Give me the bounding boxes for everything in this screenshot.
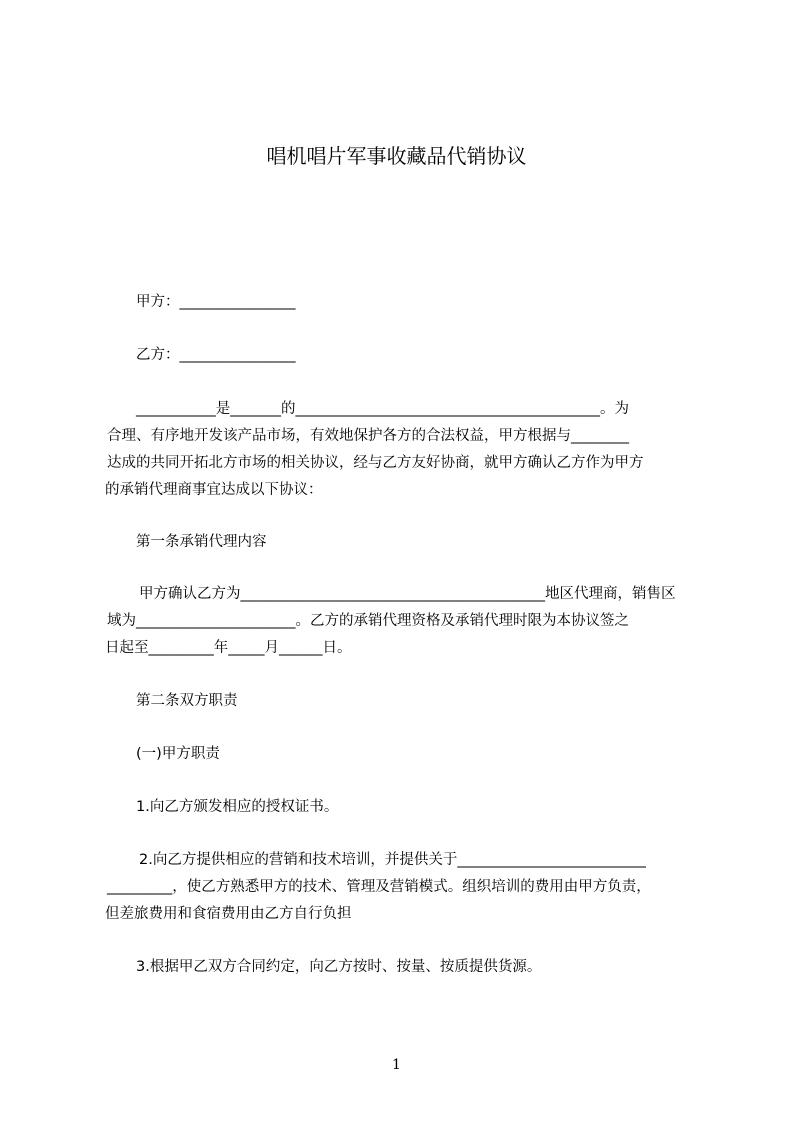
- article-two-heading: 第二条双方职责: [136, 693, 238, 709]
- page-number: 1: [392, 1057, 401, 1073]
- document-title: 唱机唱片军事收藏品代销协议: [266, 144, 527, 168]
- intro-paragraph-line: 合理、有序地开发该产品市场，有效地保护各方的合法权益，甲方根据与________: [107, 428, 629, 444]
- article-one-paragraph-line: 甲方确认乙方为__________________________________________地区代理商，销售区: [139, 586, 676, 602]
- duty-item-2-line: _________，使乙方熟悉甲方的技术、管理及营销模式。组织培训的费用由甲方负责，: [107, 879, 651, 895]
- article-one-heading: 第一条承销代理内容: [136, 534, 267, 550]
- article-one-paragraph-line: 日起至_________年_____月______日。: [105, 640, 352, 656]
- duty-item-3: 3.根据甲乙双方合同约定，向乙方按时、按量、按质提供货源。: [136, 959, 542, 975]
- party-a-line: 甲方：________________: [136, 294, 296, 310]
- duty-item-2-line: 但差旅费用和食宿费用由乙方自行负担: [105, 906, 352, 922]
- intro-paragraph-line: ___________是_______的__________________________________________。为: [136, 401, 629, 417]
- intro-paragraph-line: 达成的共同开拓北方市场的相关协议，经与乙方友好协商，就甲方确认乙方作为甲方: [107, 455, 644, 471]
- duty-item-2-line: 2.向乙方提供相应的营销和技术培训，并提供关于__________________________: [139, 852, 646, 868]
- party-a-duties-heading: (一)甲方职责: [136, 746, 220, 762]
- duty-item-1: 1.向乙方颁发相应的授权证书。: [136, 799, 339, 815]
- article-one-paragraph-line: 域为______________________。乙方的承销代理资格及承销代理时限为本协议签之: [107, 613, 629, 629]
- intro-paragraph-line: 的承销代理商事宜达成以下协议：: [105, 482, 323, 498]
- party-b-line: 乙方：________________: [136, 347, 296, 363]
